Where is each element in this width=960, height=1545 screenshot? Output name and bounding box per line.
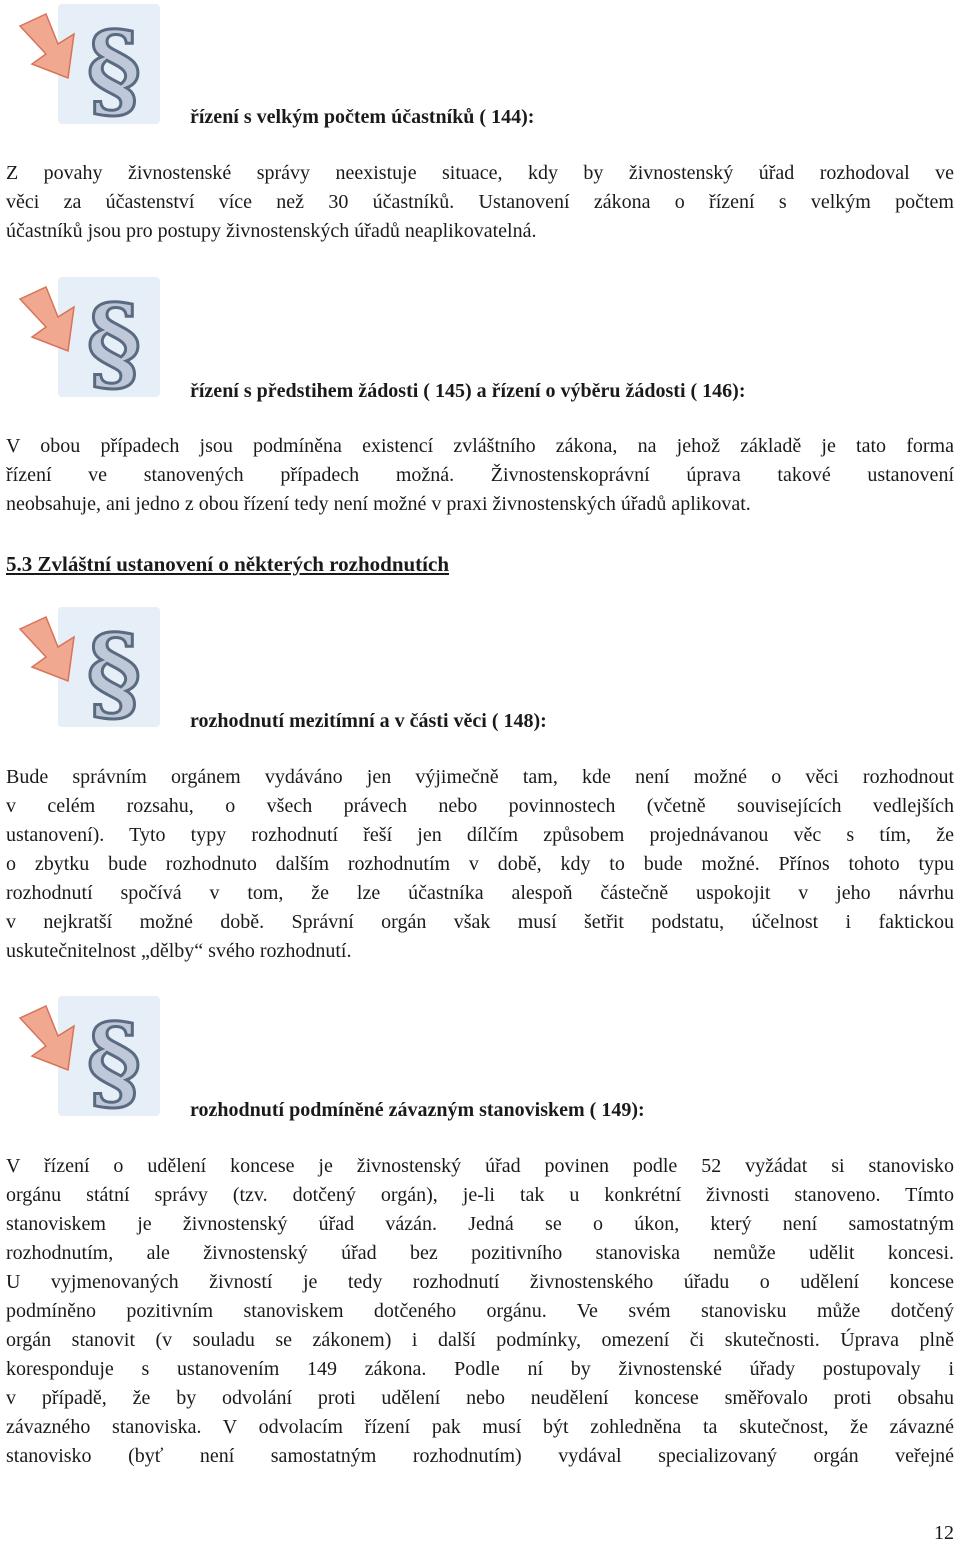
text-line: podmíněno pozitivním stanoviskem dotčeného orgánu. Ve svém stanovisku může dotčený <box>6 1300 954 1322</box>
text-line: orgánu státní správy (tzv. dotčený orgán), je-li tak u konkrétní živnosti stanoveno. Tímto <box>6 1184 954 1206</box>
text-line: V řízení o udělení koncese je živnostenský úřad povinen podle 52 vyžádat si stanovisko <box>6 1155 954 1177</box>
paragraph <box>6 432 954 519</box>
paragraph-arrow-icon-graphic <box>18 277 160 397</box>
text-line: V obou případech jsou podmíněna existencí zvláštního zákona, na jehož základě je tato forma <box>6 435 954 457</box>
text-line: uskutečnitelnost „dělby“ svého rozhodnutí. <box>6 940 352 962</box>
svg-text:§: § <box>86 1000 142 1116</box>
text-line: stanoviskem je živnostenský úřad vázán. Jedná se o úkon, který není samostatným <box>6 1213 954 1235</box>
paragraph-arrow-icon <box>18 996 160 1116</box>
text-line: v případě, že by odvolání proti udělení nebo neudělení koncese směřovalo proti obsahu <box>6 1387 954 1409</box>
paragraph <box>6 159 954 246</box>
paragraph-arrow-icon <box>18 277 160 397</box>
text-line: U vyjmenovaných živností je tedy rozhodnutí živnostenského úřadu o udělení koncese <box>6 1271 954 1293</box>
section-heading: rozhodnutí podmíněné závazným stanoviskem ( 149): <box>190 1099 645 1121</box>
text-line: stanovisko (byť není samostatným rozhodnutím) vydával specializovaný orgán veřejné <box>6 1445 954 1467</box>
text-line: rozhodnutím, ale živnostenský úřad bez pozitivního stanoviska nemůže udělit koncesi. <box>6 1242 954 1264</box>
paragraph-arrow-icon <box>18 4 160 124</box>
paragraph-arrow-icon-graphic <box>18 607 160 727</box>
text-line: neobsahuje, ani jedno z obou řízení tedy není možné v praxi živnostenských úřadů aplikovat. <box>6 493 751 515</box>
text-line: v nejkratší možné době. Správní orgán však musí šetřit podstatu, účelnost i faktickou <box>6 911 954 933</box>
page-number: 12 <box>934 1522 954 1544</box>
text-line: koresponduje s ustanovením 149 zákona. Podle ní by živnostenské úřady postupovaly i <box>6 1358 954 1380</box>
section-heading: řízení s velkým počtem účastníků ( 144): <box>190 106 535 128</box>
text-line: závazného stanoviska. V odvolacím řízení pak musí být zohledněna ta skutečnost, že závazné <box>6 1416 954 1438</box>
section-heading: rozhodnutí mezitímní a v části věci ( 148): <box>190 710 547 732</box>
svg-text:§: § <box>86 8 142 124</box>
paragraph <box>6 1152 954 1471</box>
paragraph <box>6 763 954 966</box>
text-line: v celém rozsahu, o všech právech nebo povinnostech (včetně souvisejících vedlejších <box>6 795 954 817</box>
paragraph-arrow-icon-graphic <box>18 996 160 1116</box>
text-line: řízení ve stanovených případech možná. Živnostenskoprávní úprava takové ustanovení <box>6 464 954 486</box>
text-line: rozhodnutí spočívá v tom, že lze účastníka alespoň částečně uspokojit v jeho návrhu <box>6 882 954 904</box>
chapter-section-title: 5.3 Zvláštní ustanovení o některých rozhodnutích <box>6 552 449 576</box>
text-line: účastníků jsou pro postupy živnostenských úřadů neaplikovatelná. <box>6 220 537 242</box>
svg-text:§: § <box>86 611 142 727</box>
svg-text:§: § <box>86 281 142 397</box>
section-heading: řízení s předstihem žádosti ( 145) a řízení o výběru žádosti ( 146): <box>190 380 746 402</box>
text-line: věci za účastenství více než 30 účastníků. Ustanovení zákona o řízení s velkým počtem <box>6 191 954 213</box>
text-line: ustanovení). Tyto typy rozhodnutí řeší jen dílčím způsobem projednávanou věc s tím, že <box>6 824 954 846</box>
paragraph-arrow-icon-graphic <box>18 4 160 124</box>
text-line: orgán stanovit (v souladu se zákonem) i další podmínky, omezení či skutečnosti. Úprava plně <box>6 1329 954 1351</box>
paragraph-arrow-icon <box>18 607 160 727</box>
text-line: Bude správním orgánem vydáváno jen výjimečně tam, kde není možné o věci rozhodnout <box>6 766 954 788</box>
text-line: Z povahy živnostenské správy neexistuje situace, kdy by živnostenský úřad rozhodoval ve <box>6 162 954 184</box>
text-line: o zbytku bude rozhodnuto dalším rozhodnutím v době, kdy to bude možné. Přínos tohoto typu <box>6 853 954 875</box>
